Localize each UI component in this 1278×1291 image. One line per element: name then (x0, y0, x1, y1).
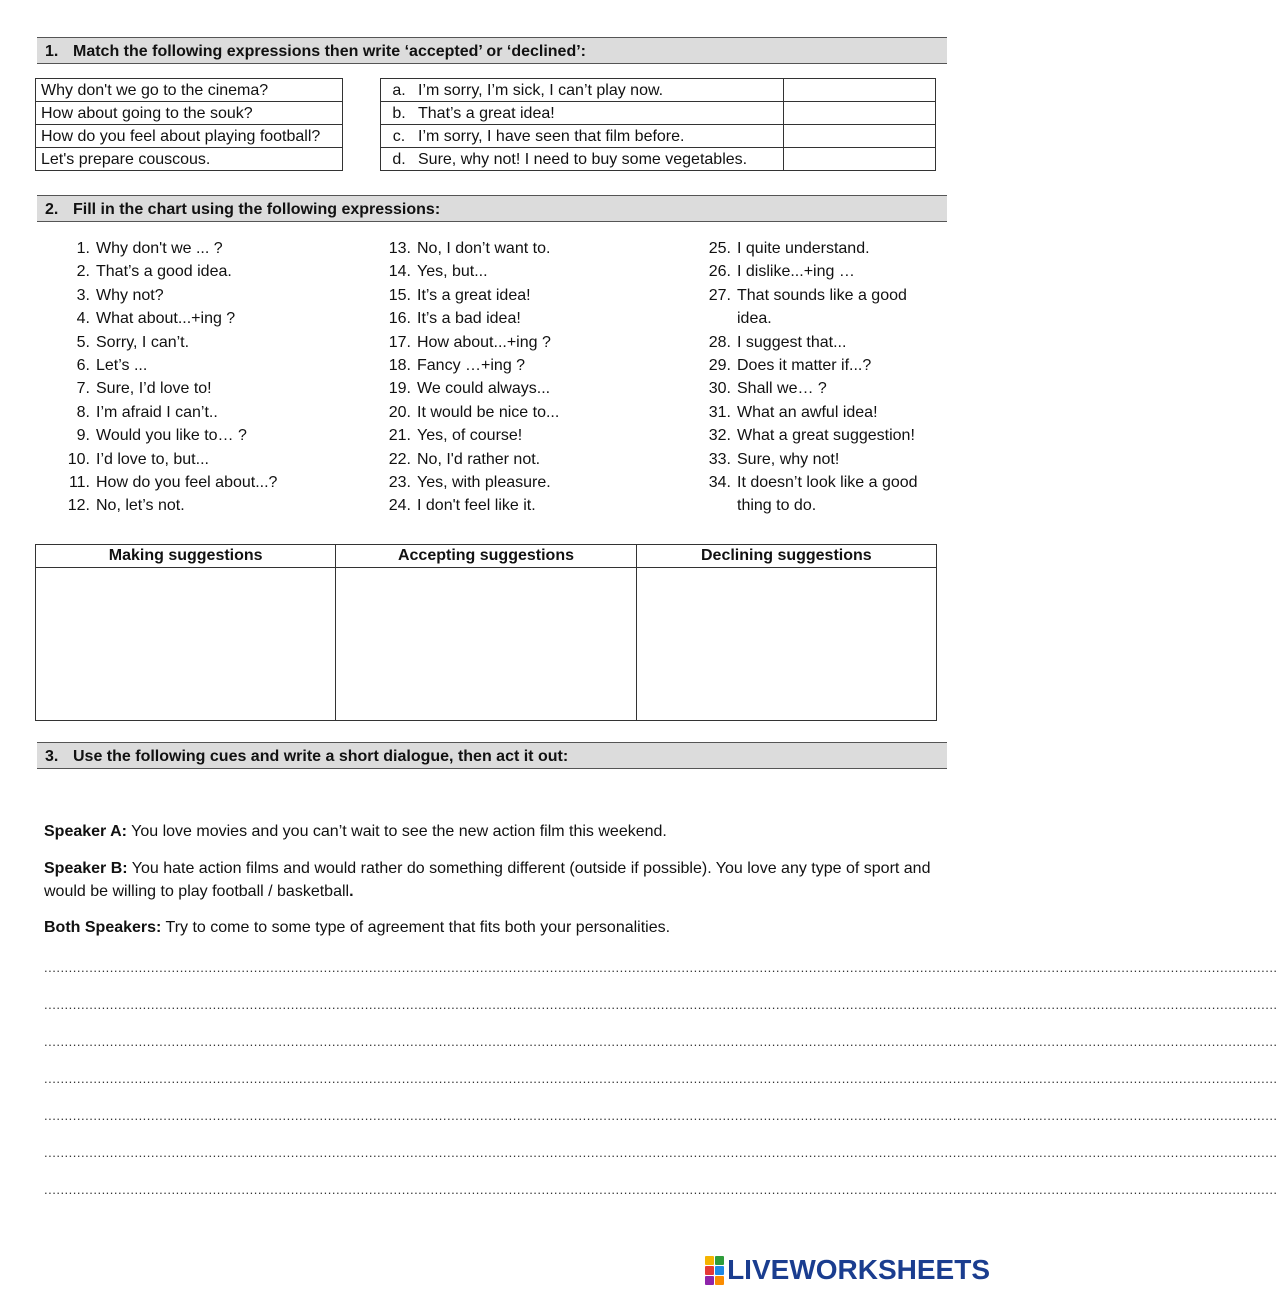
section2-title: Fill in the chart using the following expressions: (73, 201, 441, 218)
writing-line[interactable]: ............................................................................................................................................................................................................................................................................................................ (44, 997, 1278, 1012)
expression-text: It doesn’t look like a good (737, 473, 918, 491)
answer-blank-input[interactable] (784, 148, 936, 171)
expression-number: 13. (388, 240, 411, 257)
expression-text: No, I'd rather not. (417, 450, 541, 468)
section3-number: 3. (45, 748, 59, 765)
expression-text: Sorry, I can’t. (96, 333, 190, 351)
chart-header-making: Making suggestions (36, 545, 336, 568)
question-4: Let's prepare couscous. (36, 148, 343, 171)
logo-block (705, 1276, 714, 1285)
expression-text: It would be nice to... (417, 403, 560, 421)
expression-text: thing to do. (737, 497, 817, 515)
chart-header-declining: Declining suggestions (636, 545, 936, 568)
expression-number: 25. (708, 240, 731, 257)
writing-line[interactable]: ............................................................................................................................................................................................................................................................................................................ (44, 1034, 1278, 1049)
expression-number: 1. (76, 240, 90, 257)
expression-number: 31. (708, 403, 731, 421)
expression-number: 28. (708, 333, 731, 351)
expression-text: That sounds like a good (737, 286, 907, 304)
expression-text: That’s a good idea. (96, 263, 232, 281)
expression-text: I’d love to, but... (96, 450, 209, 468)
expression-number: 17. (388, 333, 411, 351)
expression-number: 21. (388, 427, 411, 445)
question-2: How about going to the souk? (36, 102, 343, 125)
answer-letter: a. (381, 79, 414, 102)
answer-row (381, 79, 936, 102)
logo-blocks-icon (705, 1256, 724, 1285)
expression-text: I don't feel like it. (417, 497, 536, 515)
expression-text: Fancy …+ing ? (417, 356, 526, 374)
questions-table (35, 78, 343, 171)
writing-line[interactable]: ............................................................................................................................................................................................................................................................................................................ (44, 960, 1278, 975)
expression-text: No, I don’t want to. (417, 240, 551, 257)
speaker-b-text: You hate action films and would rather do something different (outside if possible). You love any type of sport and would be willing to play football / basketball (44, 860, 931, 900)
chart-cell-declining[interactable] (636, 568, 936, 721)
expression-text: I suggest that... (737, 333, 847, 351)
expression-text: Sure, I’d love to! (96, 380, 212, 398)
expression-text: What about...+ing ? (96, 310, 236, 328)
expression-number: 23. (388, 473, 411, 491)
liveworksheets-logo (705, 1255, 990, 1285)
answer-blank-input[interactable] (784, 125, 936, 148)
expression-text: Does it matter if...? (737, 356, 872, 374)
expression-number: 26. (708, 263, 731, 281)
expression-number: 6. (76, 356, 90, 374)
writing-line[interactable]: ............................................................................................................................................................................................................................................................................................................ (44, 1071, 1278, 1086)
speaker-a-cue (44, 820, 944, 843)
expression-text: Shall we… ? (737, 380, 827, 398)
both-speakers-text: Try to come to some type of agreement that fits both your personalities. (165, 919, 671, 936)
expression-text: We could always... (417, 380, 551, 398)
answer-row (381, 148, 936, 171)
logo-block (705, 1256, 714, 1265)
expression-text: What a great suggestion! (737, 427, 915, 445)
expression-text: It’s a bad idea! (417, 310, 521, 328)
section1-header (37, 37, 947, 64)
expression-text: Why don't we ... ? (96, 240, 223, 257)
chart-header-accepting: Accepting suggestions (336, 545, 636, 568)
answer-row (381, 125, 936, 148)
expression-number: 29. (708, 356, 731, 374)
expression-number: 12. (67, 497, 90, 515)
expression-text: Sure, why not! (737, 450, 840, 468)
both-speakers-cue (44, 916, 944, 939)
expression-text: idea. (737, 310, 772, 328)
expression-text: Why not? (96, 286, 164, 304)
expression-number: 15. (388, 286, 411, 304)
expression-number: 22. (388, 450, 411, 468)
expression-number: 27. (708, 286, 731, 304)
logo-text: LIVEWORKSHEETS (727, 1254, 990, 1285)
answer-row (381, 102, 936, 125)
expression-number: 19. (388, 380, 411, 398)
expression-text: Yes, of course! (417, 427, 523, 445)
expression-text: Let’s ... (96, 356, 148, 374)
expression-number: 33. (708, 450, 731, 468)
expression-text: I quite understand. (737, 240, 870, 257)
expression-number: 11. (68, 473, 90, 491)
writing-line[interactable]: ............................................................................................................................................................................................................................................................................................................ (44, 1108, 1278, 1123)
both-speakers-label: Both Speakers: (44, 919, 162, 936)
expression-text: Yes, but... (417, 263, 488, 281)
answer-text: I’m sorry, I’m sick, I can’t play now. (413, 79, 784, 102)
section2-number: 2. (45, 201, 59, 218)
writing-line[interactable]: ............................................................................................................................................................................................................................................................................................................ (44, 1145, 1278, 1160)
section2-header (37, 195, 947, 222)
expression-number: 20. (388, 403, 411, 421)
expression-text: Would you like to… ? (96, 427, 247, 445)
answer-blank-input[interactable] (784, 102, 936, 125)
expression-number: 14. (388, 263, 411, 281)
expression-number: 30. (708, 380, 731, 398)
question-1: Why don't we go to the cinema? (36, 79, 343, 102)
expression-number: 5. (76, 333, 90, 351)
logo-block (715, 1276, 724, 1285)
expression-number: 16. (388, 310, 411, 328)
answer-text: Sure, why not! I need to buy some vegetables. (413, 148, 784, 171)
expression-number: 4. (76, 310, 90, 328)
logo-block (705, 1266, 714, 1275)
speaker-a-label: Speaker A: (44, 823, 127, 840)
expression-number: 8. (76, 403, 90, 421)
expression-text: What an awful idea! (737, 403, 878, 421)
expression-text: It’s a great idea! (417, 286, 531, 304)
answer-text: I’m sorry, I have seen that film before. (413, 125, 784, 148)
logo-block (715, 1266, 724, 1275)
logo-block (715, 1256, 724, 1265)
question-3: How do you feel about playing football? (36, 125, 343, 148)
expression-number: 2. (76, 263, 90, 281)
answer-letter: b. (381, 102, 414, 125)
expression-number: 7. (76, 380, 90, 398)
section3-title: Use the following cues and write a short dialogue, then act it out: (73, 748, 569, 765)
suggestions-chart (35, 544, 937, 721)
section1-title: Match the following expressions then write ‘accepted’ or ‘declined’: (73, 43, 586, 60)
expression-number: 3. (76, 286, 90, 304)
expression-number: 24. (388, 497, 411, 515)
answer-letter: d. (381, 148, 414, 171)
speaker-b-cue (44, 857, 944, 903)
answer-text: That’s a great idea! (413, 102, 784, 125)
answers-table (380, 78, 936, 171)
section1-number: 1. (45, 43, 59, 60)
answer-blank-input[interactable] (784, 79, 936, 102)
expression-number: 10. (67, 450, 90, 468)
speaker-b-label: Speaker B: (44, 860, 128, 877)
chart-cell-accepting[interactable] (336, 568, 636, 721)
expression-number: 9. (76, 427, 90, 445)
chart-cell-making[interactable] (36, 568, 336, 721)
expression-number: 34. (708, 473, 731, 491)
expression-text: No, let’s not. (96, 497, 185, 515)
expression-text: How do you feel about...? (96, 473, 278, 491)
expression-text: Yes, with pleasure. (417, 473, 551, 491)
answer-letter: c. (381, 125, 414, 148)
section3-header (37, 742, 947, 769)
writing-line[interactable]: ............................................................................................................................................................................................................................................................................................................ (44, 1182, 1278, 1197)
expression-number: 18. (388, 356, 411, 374)
speaker-a-text: You love movies and you can’t wait to see the new action film this weekend. (131, 823, 667, 840)
expression-text: How about...+ing ? (417, 333, 551, 351)
expression-number: 32. (708, 427, 731, 445)
expression-text: I dislike...+ing … (737, 263, 855, 281)
speaker-b-end: . (349, 883, 354, 900)
expression-text: I’m afraid I can’t.. (96, 403, 218, 421)
